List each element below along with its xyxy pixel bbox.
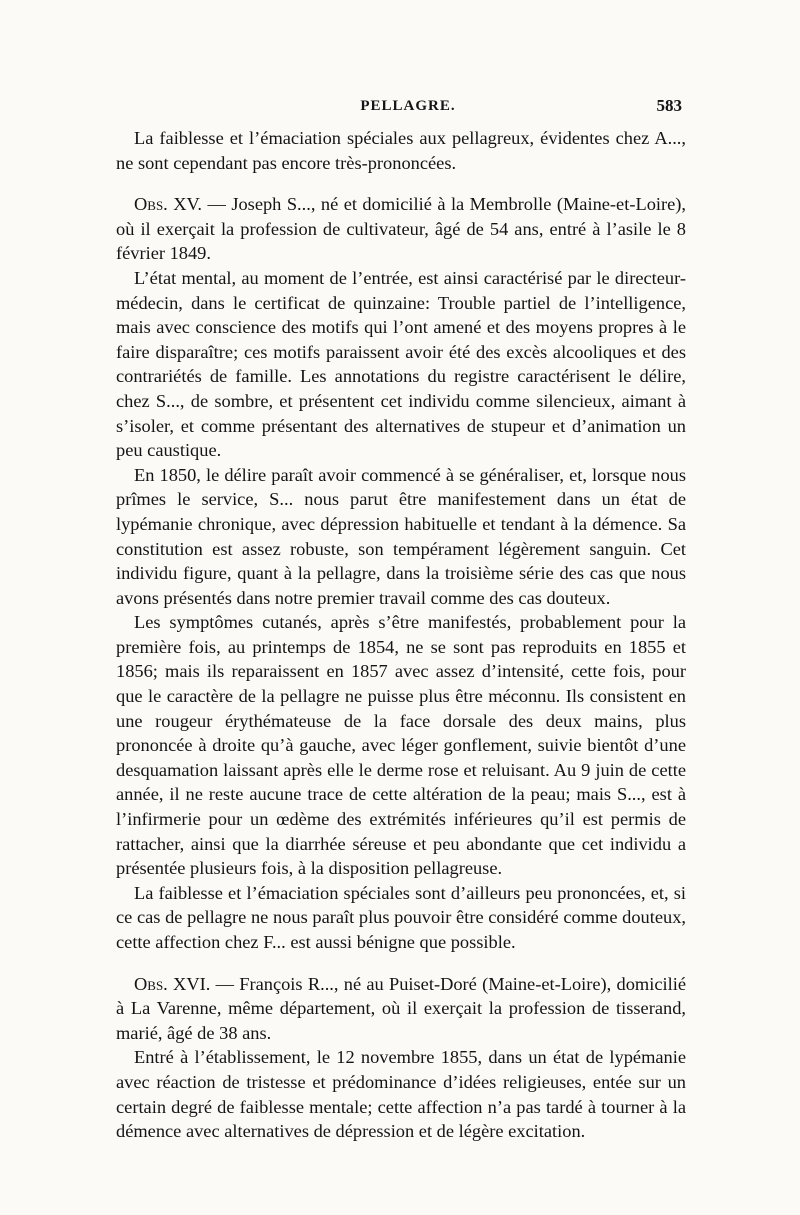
paragraph: [116, 610, 686, 881]
running-title: PELLAGRE.: [360, 98, 456, 114]
paragraph-text: L’état mental, au moment de l’entrée, est ainsi caractérisé par le directeur-médecin, dans le certificat de quinzaine: Trouble partiel de l’intelligence, mais avec conscience des motifs qui l’ont amené et des moyens propres à le faire disparaître; ces motifs paraissent avoir été des excès alcooliques et des contrariétés de famille. Les annotations du registre caractérisent le délire, chez S..., de sombre, et présentent cet individu comme silencieux, aimant à s’isoler, et comme présentant des alternatives de stupeur et d’animation un peu caustique.: [116, 267, 686, 461]
paragraph-text: — Joseph S..., né et domicilié à la Membrolle (Maine-et-Loire), où il exerçait la profession de cultivateur, âgé de 54 ans, entré à l’asile le 8 février 1849.: [116, 194, 687, 264]
paragraph-text: La faiblesse et l’émaciation spéciales sont d’ailleurs peu prononcées, et, si ce cas de pellagre ne nous paraît plus pouvoir être considéré comme douteux, cette affection chez F... est aussi bénigne que possible.: [116, 882, 686, 952]
paragraph: [116, 266, 686, 463]
page-number: 583: [656, 96, 682, 115]
paragraph-text: Entré à l’établissement, le 12 novembre 1855, dans un état de lypémanie avec réaction de tristesse et prédominance d’idées religieuses, entée sur un certain degré de faiblesse mentale; cette affection n’a pas tardé à tourner à la démence avec alternatives de dépression et de légère excitation.: [116, 1047, 686, 1142]
paragraph-text: La faiblesse et l’émaciation spéciales aux pellagreux, évidentes chez A..., ne sont cependant pas encore très-prononcées.: [116, 128, 686, 173]
observation-heading-paragraph: [116, 972, 686, 1046]
observation-label: Obs. XV.: [134, 194, 203, 215]
paragraph: [116, 126, 686, 175]
paragraph-text: En 1850, le délire paraît avoir commencé à se généraliser, et, lorsque nous prîmes le service, S... nous parut être manifestement dans un état de lypémanie chronique, avec dépression habituelle et tendant à la démence. Sa constitution est assez robuste, son tempérament légèrement sanguin. Cet individu figure, quant à la pellagre, dans la troisième série des cas que nous avons présentés dans notre premier travail comme des cas douteux.: [116, 464, 686, 608]
page-header: [108, 96, 708, 120]
observation-label: Obs. XVI.: [134, 973, 211, 994]
body-text: [116, 126, 686, 1144]
paragraph-text: — François R..., né au Puiset-Doré (Maine-et-Loire), domicilié à La Varenne, même département, où il exerçait la profession de tisserand, marié, âgé de 38 ans.: [116, 973, 686, 1043]
observation-heading-paragraph: [116, 192, 686, 266]
paragraph: [116, 1045, 686, 1143]
paragraph: [116, 463, 686, 611]
paragraph-text: Les symptômes cutanés, après s’être manifestés, probablement pour la première fois, au printemps de 1854, ne se sont pas reproduits en 1855 et 1856; mais ils reparaissent en 1857 avec assez d’intensité, cette fois, pour que le caractère de la pellagre ne puisse plus être méconnu. Ils consistent en une rougeur érythémateuse de la face dorsale des deux mains, plus prononcée à droite qu’à gauche, avec léger gonflement, suivie bientôt d’une desquamation laissant après elle le derme rose et reluisant. Au 9 juin de cette année, il ne reste aucune trace de cette altération de la peau; mais S..., est à l’infirmerie pour un œdème des extrémités inférieures qu’il est permis de rattacher, ainsi que la diarrhée séreuse et peu abondante que cet individu a présentée plusieurs fois, à la disposition pellagreuse.: [116, 612, 686, 879]
paragraph: [116, 881, 686, 955]
